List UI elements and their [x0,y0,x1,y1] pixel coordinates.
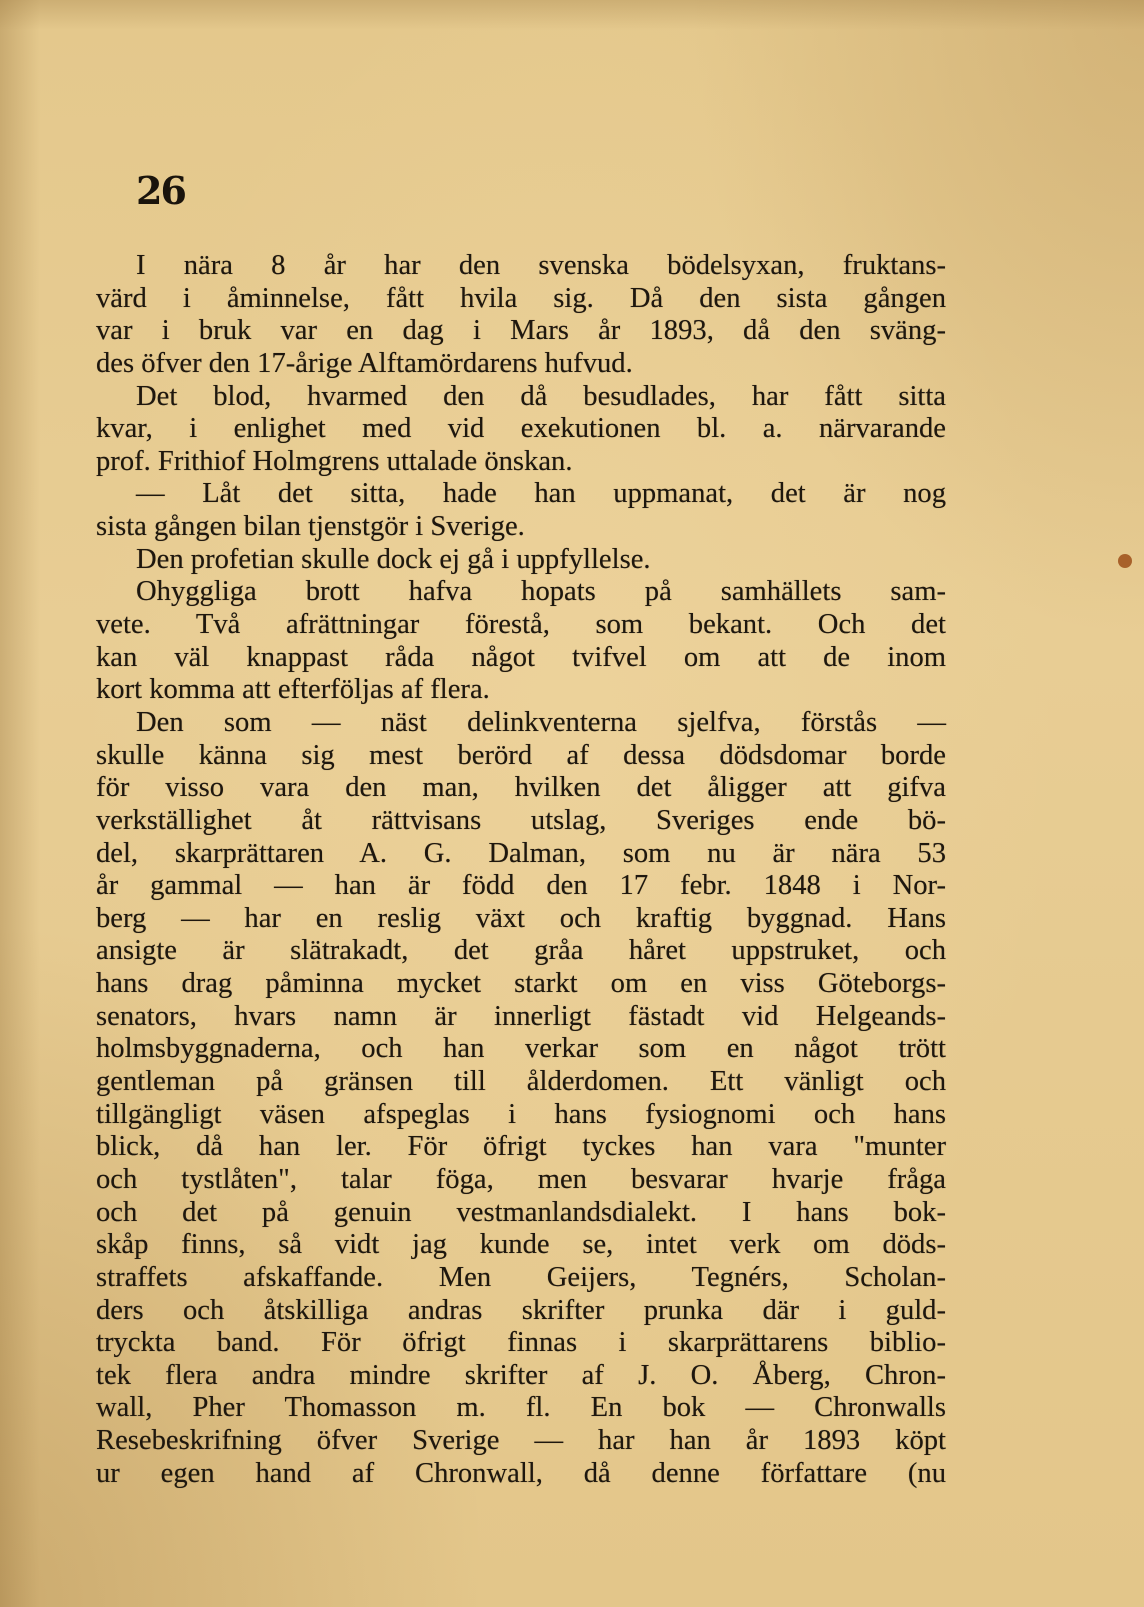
ink-spot [1118,554,1132,568]
text-line: des öfver den 17-årige Alftamördarens hufvud. [96,347,633,379]
text-line: del, skarprättaren A. G. Dalman, som nu är nära 53 [96,837,946,869]
text-line: värd i åminnelse, fått hvila sig. Då den sista gången [96,282,946,314]
body-text [96,250,946,1490]
text-line: Det blod, hvarmed den då besudlades, har fått sitta [136,380,946,412]
text-line: tryckta band. För öfrigt finnas i skarprättarens biblio- [96,1327,946,1359]
text-line: och tystlåten", talar föga, men besvarar hvarje fråga [96,1163,946,1195]
text-line: — Låt det sitta, hade han uppmanat, det är nog [136,478,946,510]
text-line: hans drag påminna mycket starkt om en viss Göteborgs- [96,968,946,1000]
page-number: 26 [136,168,185,213]
text-line: var i bruk var en dag i Mars år 1893, då den sväng- [96,315,946,347]
text-line: tek flera andra mindre skrifter af J. O. Åberg, Chron- [96,1359,946,1391]
text-line: verkställighet åt rättvisans utslag, Sveriges ende bö- [96,804,946,836]
text-line: wall, Pher Thomasson m. fl. En bok — Chronwalls [96,1392,946,1424]
text-line: skåp finns, så vidt jag kunde se, intet verk om döds- [96,1229,946,1261]
text-line: kvar, i enlighet med vid exekutionen bl. a. närvarande [96,413,946,445]
text-line: år gammal — han är född den 17 febr. 1848 i Nor- [96,870,946,902]
text-line: för visso vara den man, hvilken det åligger att gifva [96,772,946,804]
text-line: vete. Två afrättningar förestå, som bekant. Och det [96,609,946,641]
text-line: ders och åtskilliga andras skrifter prunka där i guld- [96,1294,946,1326]
text-line: straffets afskaffande. Men Geijers, Tegnérs, Scholan- [96,1261,946,1293]
text-line: holmsbyggnaderna, och han verkar som en något trött [96,1033,946,1065]
text-line: gentleman på gränsen till ålderdomen. Ett vänligt och [96,1066,946,1098]
text-line: och det på genuin vestmanlandsdialekt. I hans bok- [96,1196,946,1228]
text-line: I nära 8 år har den svenska bödelsyxan, fruktans- [136,250,946,281]
text-line: blick, då han ler. För öfrigt tyckes han vara "munter [96,1131,946,1163]
text-line: Den som — näst delinkventerna sjelfva, förstås — [136,706,946,738]
text-line: ur egen hand af Chronwall, då denne författare (nu [96,1457,946,1489]
text-line: Resebeskrifning öfver Sverige — har han år 1893 köpt [96,1425,946,1457]
text-line: kort komma att efterföljas af flera. [96,674,490,706]
text-line: berg — har en reslig växt och kraftig byggnad. Hans [96,902,946,934]
text-line: prof. Frithiof Holmgrens uttalade önskan. [96,445,573,477]
page-edge-stain [0,0,40,1607]
text-line: ansigte är slätrakadt, det gråa håret uppstruket, och [96,935,946,967]
text-line: Den profetian skulle dock ej gå i uppfyllelse. [136,543,651,575]
text-line: Ohyggliga brott hafva hopats på samhällets sam- [136,576,946,608]
page-top-stain [0,0,1144,30]
text-line: skulle känna sig mest berörd af dessa dödsdomar borde [96,739,946,771]
text-line: sista gången bilan tjenstgör i Sverige. [96,511,525,543]
text-line: kan väl knappast råda något tvifvel om att de inom [96,641,946,673]
text-line: senators, hvars namn är innerligt fästadt vid Helgeands- [96,1000,946,1032]
text-line: tillgängligt väsen afspeglas i hans fysiognomi och hans [96,1098,946,1130]
